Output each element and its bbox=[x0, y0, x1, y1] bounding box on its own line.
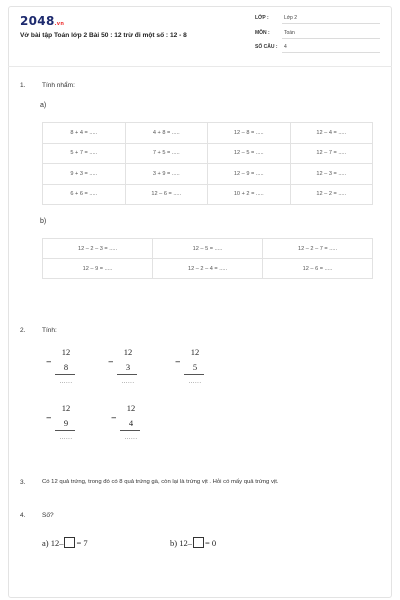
subtrahend: 4 bbox=[128, 418, 134, 428]
table-cell: 12 – 2 – 7 = ..... bbox=[263, 239, 373, 259]
table-cell: 6 + 6 = ..... bbox=[43, 184, 126, 205]
q2-text: Tính: bbox=[42, 327, 57, 334]
answer-blank[interactable]: ...... bbox=[59, 435, 73, 441]
q4-text: Số? bbox=[42, 512, 54, 519]
meta-subject-label: MÔN : bbox=[255, 30, 270, 36]
table-cell: 10 + 2 = ..... bbox=[208, 184, 291, 205]
meta-subject bbox=[255, 29, 380, 39]
q3-text: Có 12 quả trứng, trong đó có 8 quả trứng gà, còn lại là trứng vịt . Hỏi có mấy quả trứng vịt. bbox=[42, 479, 279, 485]
table-row bbox=[43, 259, 373, 279]
q4-equation-b bbox=[170, 537, 216, 548]
answer-blank[interactable]: ...... bbox=[188, 379, 202, 385]
equation-a-right: = 7 bbox=[76, 537, 88, 548]
meta-underline bbox=[282, 23, 380, 24]
subtrahend: 9 bbox=[63, 418, 69, 428]
worksheet-page bbox=[8, 6, 392, 598]
equation-b-right: = 0 bbox=[204, 537, 217, 548]
table-cell: 12 – 9 = ..... bbox=[43, 259, 153, 279]
meta-count-label: SỐ CÂU : bbox=[255, 44, 278, 50]
header-divider bbox=[8, 66, 392, 67]
minuend: 12 bbox=[126, 403, 136, 413]
table-cell: 12 – 8 = ..... bbox=[208, 123, 291, 144]
result-line bbox=[55, 374, 75, 375]
table-row bbox=[43, 164, 373, 185]
meta-subject-value: Toán bbox=[284, 30, 295, 36]
table-row bbox=[43, 184, 373, 205]
subtrahend: 8 bbox=[63, 362, 69, 372]
subtraction-problem bbox=[46, 403, 86, 453]
meta-class-value: Lớp 2 bbox=[284, 15, 298, 21]
meta-count-value: 4 bbox=[284, 44, 287, 50]
q4-equation-a bbox=[42, 537, 88, 548]
minus-sign: – bbox=[111, 411, 117, 424]
meta-underline bbox=[282, 52, 380, 53]
result-line bbox=[184, 374, 204, 375]
table-cell: 3 + 9 = ..... bbox=[125, 164, 208, 185]
minuend: 12 bbox=[123, 347, 133, 357]
table-cell: 12 – 2 – 4 = ..... bbox=[153, 259, 263, 279]
table-cell: 12 – 5 = ..... bbox=[153, 239, 263, 259]
result-line bbox=[55, 430, 75, 431]
table-cell: 12 – 4 = ..... bbox=[290, 123, 373, 144]
q3-number: 3. bbox=[20, 479, 26, 486]
answer-blank[interactable]: ...... bbox=[121, 379, 135, 385]
table-cell: 7 + 5 = ..... bbox=[125, 143, 208, 164]
table-cell: 9 + 3 = ..... bbox=[43, 164, 126, 185]
table-cell: 12 – 9 = ..... bbox=[208, 164, 291, 185]
subtraction-problem bbox=[175, 347, 215, 397]
q4-number: 4. bbox=[20, 512, 26, 519]
answer-box-b[interactable] bbox=[193, 537, 204, 548]
subtraction-problem bbox=[46, 347, 86, 397]
table-cell: 12 – 5 = ..... bbox=[208, 143, 291, 164]
equation-b-left: b) 12– bbox=[170, 537, 192, 548]
minus-sign: – bbox=[46, 355, 52, 368]
subtrahend: 5 bbox=[192, 362, 198, 372]
answer-blank[interactable]: ...... bbox=[124, 435, 138, 441]
minuend: 12 bbox=[61, 347, 71, 357]
meta-class bbox=[255, 14, 380, 24]
table-cell: 4 + 8 = ..... bbox=[125, 123, 208, 144]
meta-class-label: LỚP : bbox=[255, 15, 269, 21]
table-cell: 12 – 6 = ..... bbox=[125, 184, 208, 205]
minus-sign: – bbox=[175, 355, 181, 368]
table-cell: 12 – 3 = ..... bbox=[290, 164, 373, 185]
subtraction-problem bbox=[111, 403, 151, 453]
minus-sign: – bbox=[46, 411, 52, 424]
q2-number: 2. bbox=[20, 327, 26, 334]
table-cell: 5 + 7 = ..... bbox=[43, 143, 126, 164]
q1-part-b-label: b) bbox=[40, 218, 47, 225]
q1-part-a-label: a) bbox=[40, 102, 47, 109]
answer-box-a[interactable] bbox=[64, 537, 75, 548]
table-cell: 12 – 7 = ..... bbox=[290, 143, 373, 164]
subtraction-problem bbox=[108, 347, 148, 397]
table-cell: 12 – 6 = ..... bbox=[263, 259, 373, 279]
equation-a-left: a) 12– bbox=[42, 537, 64, 548]
table-cell: 8 + 4 = ..... bbox=[43, 123, 126, 144]
result-line bbox=[120, 430, 140, 431]
answer-blank[interactable]: ...... bbox=[59, 379, 73, 385]
minus-sign: – bbox=[108, 355, 114, 368]
table-row bbox=[43, 143, 373, 164]
q1-table-b bbox=[42, 238, 373, 279]
worksheet-title: Vở bài tập Toán lớp 2 Bài 50 : 12 trừ đi một số : 12 - 8 bbox=[20, 32, 187, 39]
table-cell: 12 – 2 = ..... bbox=[290, 184, 373, 205]
table-cell: 12 – 2 – 3 = ..... bbox=[43, 239, 153, 259]
meta-question-count bbox=[255, 43, 380, 53]
site-logo[interactable]: 2048.vn bbox=[20, 14, 65, 28]
meta-underline bbox=[282, 38, 380, 39]
minuend: 12 bbox=[190, 347, 200, 357]
q1-text: Tính nhẩm: bbox=[42, 82, 75, 89]
table-row bbox=[43, 123, 373, 144]
subtrahend: 3 bbox=[125, 362, 131, 372]
q1-table-a bbox=[42, 122, 373, 205]
result-line bbox=[117, 374, 137, 375]
q1-number: 1. bbox=[20, 82, 26, 89]
table-row bbox=[43, 239, 373, 259]
minuend: 12 bbox=[61, 403, 71, 413]
